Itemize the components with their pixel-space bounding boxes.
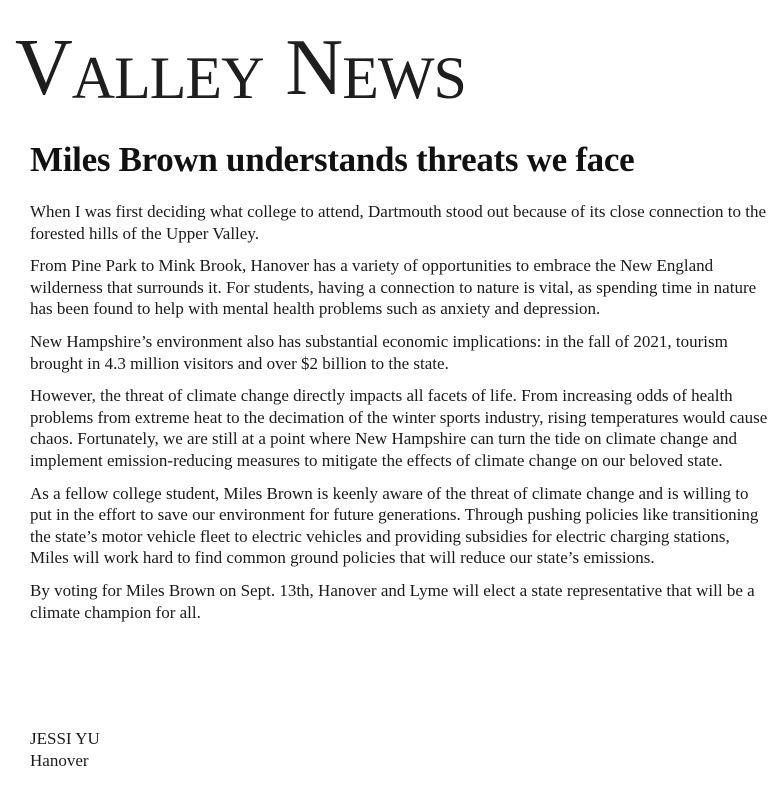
article-paragraph: When I was first deciding what college to attend, Dartmouth stood out because of its close connection to the forested hills of the Upper Valley.	[30, 202, 766, 243]
masthead-word-alley: ALLEY	[71, 45, 264, 111]
article-paragraph: By voting for Miles Brown on Sept. 13th, Hanover and Lyme will elect a state representative that will be a climate champion for all.	[30, 580, 755, 622]
article-paragraph: New Hampshire’s environment also has substantial economic implications: in the fall of 2021, tourism brought in 4.3 million visitors and over $2 billion to the state.	[30, 331, 728, 373]
article-headline: Miles Brown understands threats we face	[30, 140, 635, 179]
article-body	[30, 201, 768, 634]
article-paragraph: As a fellow college student, Miles Brown is keenly aware of the threat of climate change and is willing to put in the effort to save our environment for future generations. Through pushing policies like transitioning the state’s motor vehicle fleet to electric vehicles and providing subsidies for electric charging stations, Miles will work hard to find common ground policies that will reduce our state’s emissions.	[30, 483, 759, 568]
byline-location: Hanover	[30, 750, 89, 770]
masthead-logo	[15, 24, 466, 112]
article-paragraph: However, the threat of climate change directly impacts all facets of life. From increasing odds of health problems from extreme heat to the decimation of the winter sports industry, rising temperatures would cause chaos. Fortunately, we are still at a point where New Hampshire can turn the tide on climate change and implement emission-reducing measures to mitigate the effects of climate change on our beloved state.	[30, 386, 768, 470]
masthead-letter-v: V	[15, 24, 72, 112]
masthead-word-ews: EWS	[342, 45, 466, 111]
byline	[30, 728, 100, 771]
masthead-letter-n: N	[285, 24, 343, 112]
article-paragraph: From Pine Park to Mink Brook, Hanover has a variety of opportunities to embrace the New England wilderness that surrounds it. For students, having a connection to nature is vital, as spending time in nature has been found to help with mental health problems such as anxiety and depression.	[30, 256, 757, 319]
byline-author: JESSI YU	[30, 729, 100, 748]
